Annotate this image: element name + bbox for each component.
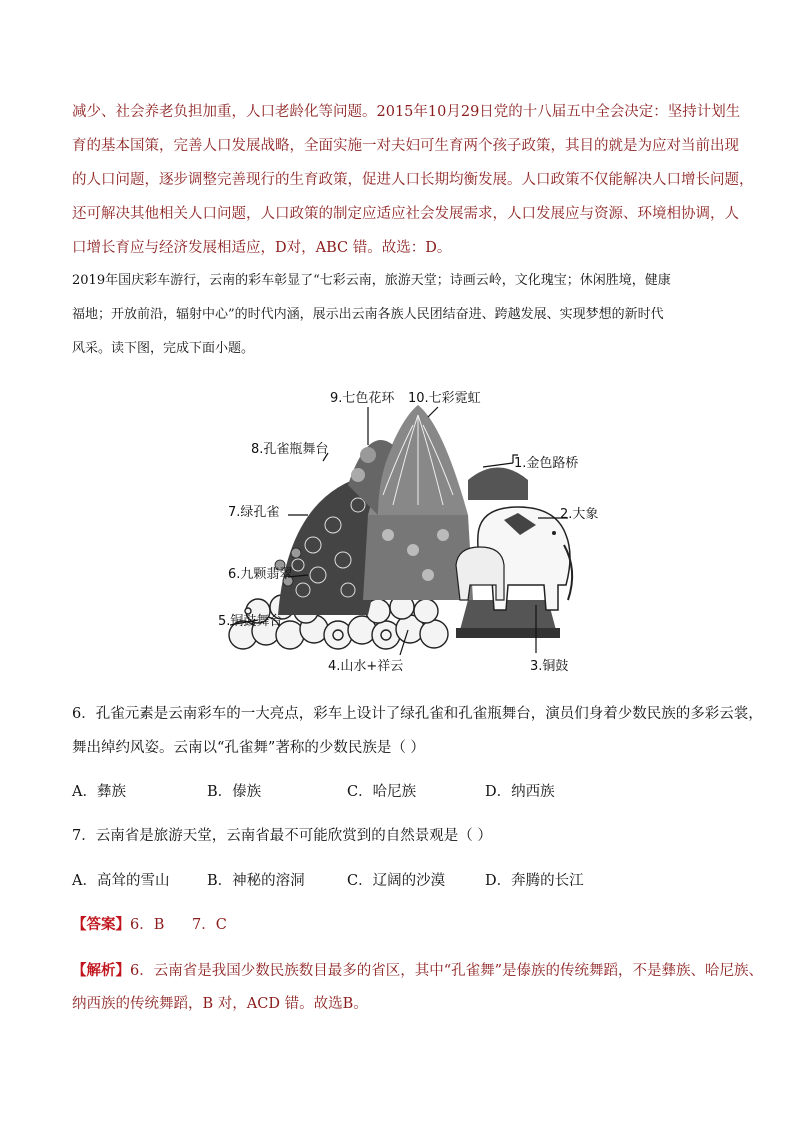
option-c: C．辽阔的沙漠 [347, 873, 446, 889]
intro-line: 福地；开放前沿，辐射中心”的时代内涵，展示出云南各族人民团结奋进、跨越发展、实现梦想的新时代 [72, 307, 664, 322]
answer-tag: 【答案】 [72, 916, 130, 933]
option-b: B．傣族 [207, 784, 262, 800]
label-mountain-clouds: 4.山水+祥云 [328, 659, 404, 674]
question-6-line-2: 舞出绰约风姿。云南以“孔雀舞”著称的少数民族是（ ） [72, 740, 425, 756]
label-rainbow: 10.七彩霓虹 [408, 391, 481, 406]
question-7-options [72, 869, 712, 890]
answer-text: 6．B 7．C [130, 917, 227, 933]
option-a: A．彝族 [72, 784, 126, 800]
intro-line: 2019年国庆彩车游行，云南的彩车彰显了“七彩云南，旅游天堂；诗画云岭，文化瑰宝；休闲胜境，健康 [72, 273, 671, 288]
label-green-peacock: 7.绿孔雀 [228, 505, 280, 520]
text-line: 还可解决其他相关人口问题，人口政策的制定应适应社会发展需求，人口发展应与资源、环境相协调，人 [72, 206, 739, 222]
analysis-tag: 【解析】 [72, 962, 130, 979]
option-c: C．哈尼族 [347, 784, 417, 800]
text-line: 的人口问题，逐步调整完善现行的生育政策，促进人口长期均衡发展。人口政策不仅能解决人口增长问题， [72, 172, 754, 188]
label-nine-jades: 6.九颗翡翠 [228, 567, 293, 582]
analysis-line-2: 纳西族的传统舞蹈，B 对，ACD 错。故选B。 [72, 996, 368, 1012]
answer-line [72, 913, 227, 934]
text-line: 口增长育应与经济发展相适应，D对，ABC 错。故选：D。 [72, 240, 452, 256]
label-peacock-bottle-stage: 8.孔雀瓶舞台 [251, 442, 329, 457]
analysis-line-1 [72, 959, 763, 980]
question-6-options [72, 780, 712, 801]
label-drum-stage: 5.铜鼓舞台 [218, 614, 283, 629]
yunnan-float-figure [218, 385, 599, 675]
text-line: 减少、社会养老负担加重，人口老龄化等问题。2015年10月29日党的十八届五中全会决定：坚持计划生 [72, 104, 741, 120]
text-line: 育的基本国策，完善人口发展战略，全面实施一对夫妇可生育两个孩子政策，其目的就是为应对当前出现 [72, 138, 739, 154]
question-6-line-1: 6．孔雀元素是云南彩车的一大亮点，彩车上设计了绿孔雀和孔雀瓶舞台，演员们身着少数民族的多彩云裳， [72, 706, 763, 722]
option-d: D．奔腾的长江 [485, 873, 584, 889]
analysis-text: 6．云南省是我国少数民族数目最多的省区，其中“孔雀舞”是傣族的传统舞蹈，不是彝族、哈尼族、 [130, 963, 764, 979]
question-7-line: 7．云南省是旅游天堂，云南省最不可能欣赏到的自然景观是（ ） [72, 828, 492, 844]
option-d: D．纳西族 [485, 784, 555, 800]
label-elephant: 2.大象 [560, 507, 599, 522]
label-bronze-drum: 3.铜鼓 [530, 659, 569, 674]
option-b: B．神秘的溶洞 [207, 873, 305, 889]
label-golden-bridge: 1.金色路桥 [514, 456, 579, 471]
label-flower-garland: 9.七色花环 [330, 391, 395, 406]
question-intro [72, 264, 732, 366]
intro-line: 风采。读下图，完成下面小题。 [72, 341, 255, 356]
option-a: A．高耸的雪山 [72, 873, 170, 889]
previous-analysis-paragraph [72, 95, 754, 265]
